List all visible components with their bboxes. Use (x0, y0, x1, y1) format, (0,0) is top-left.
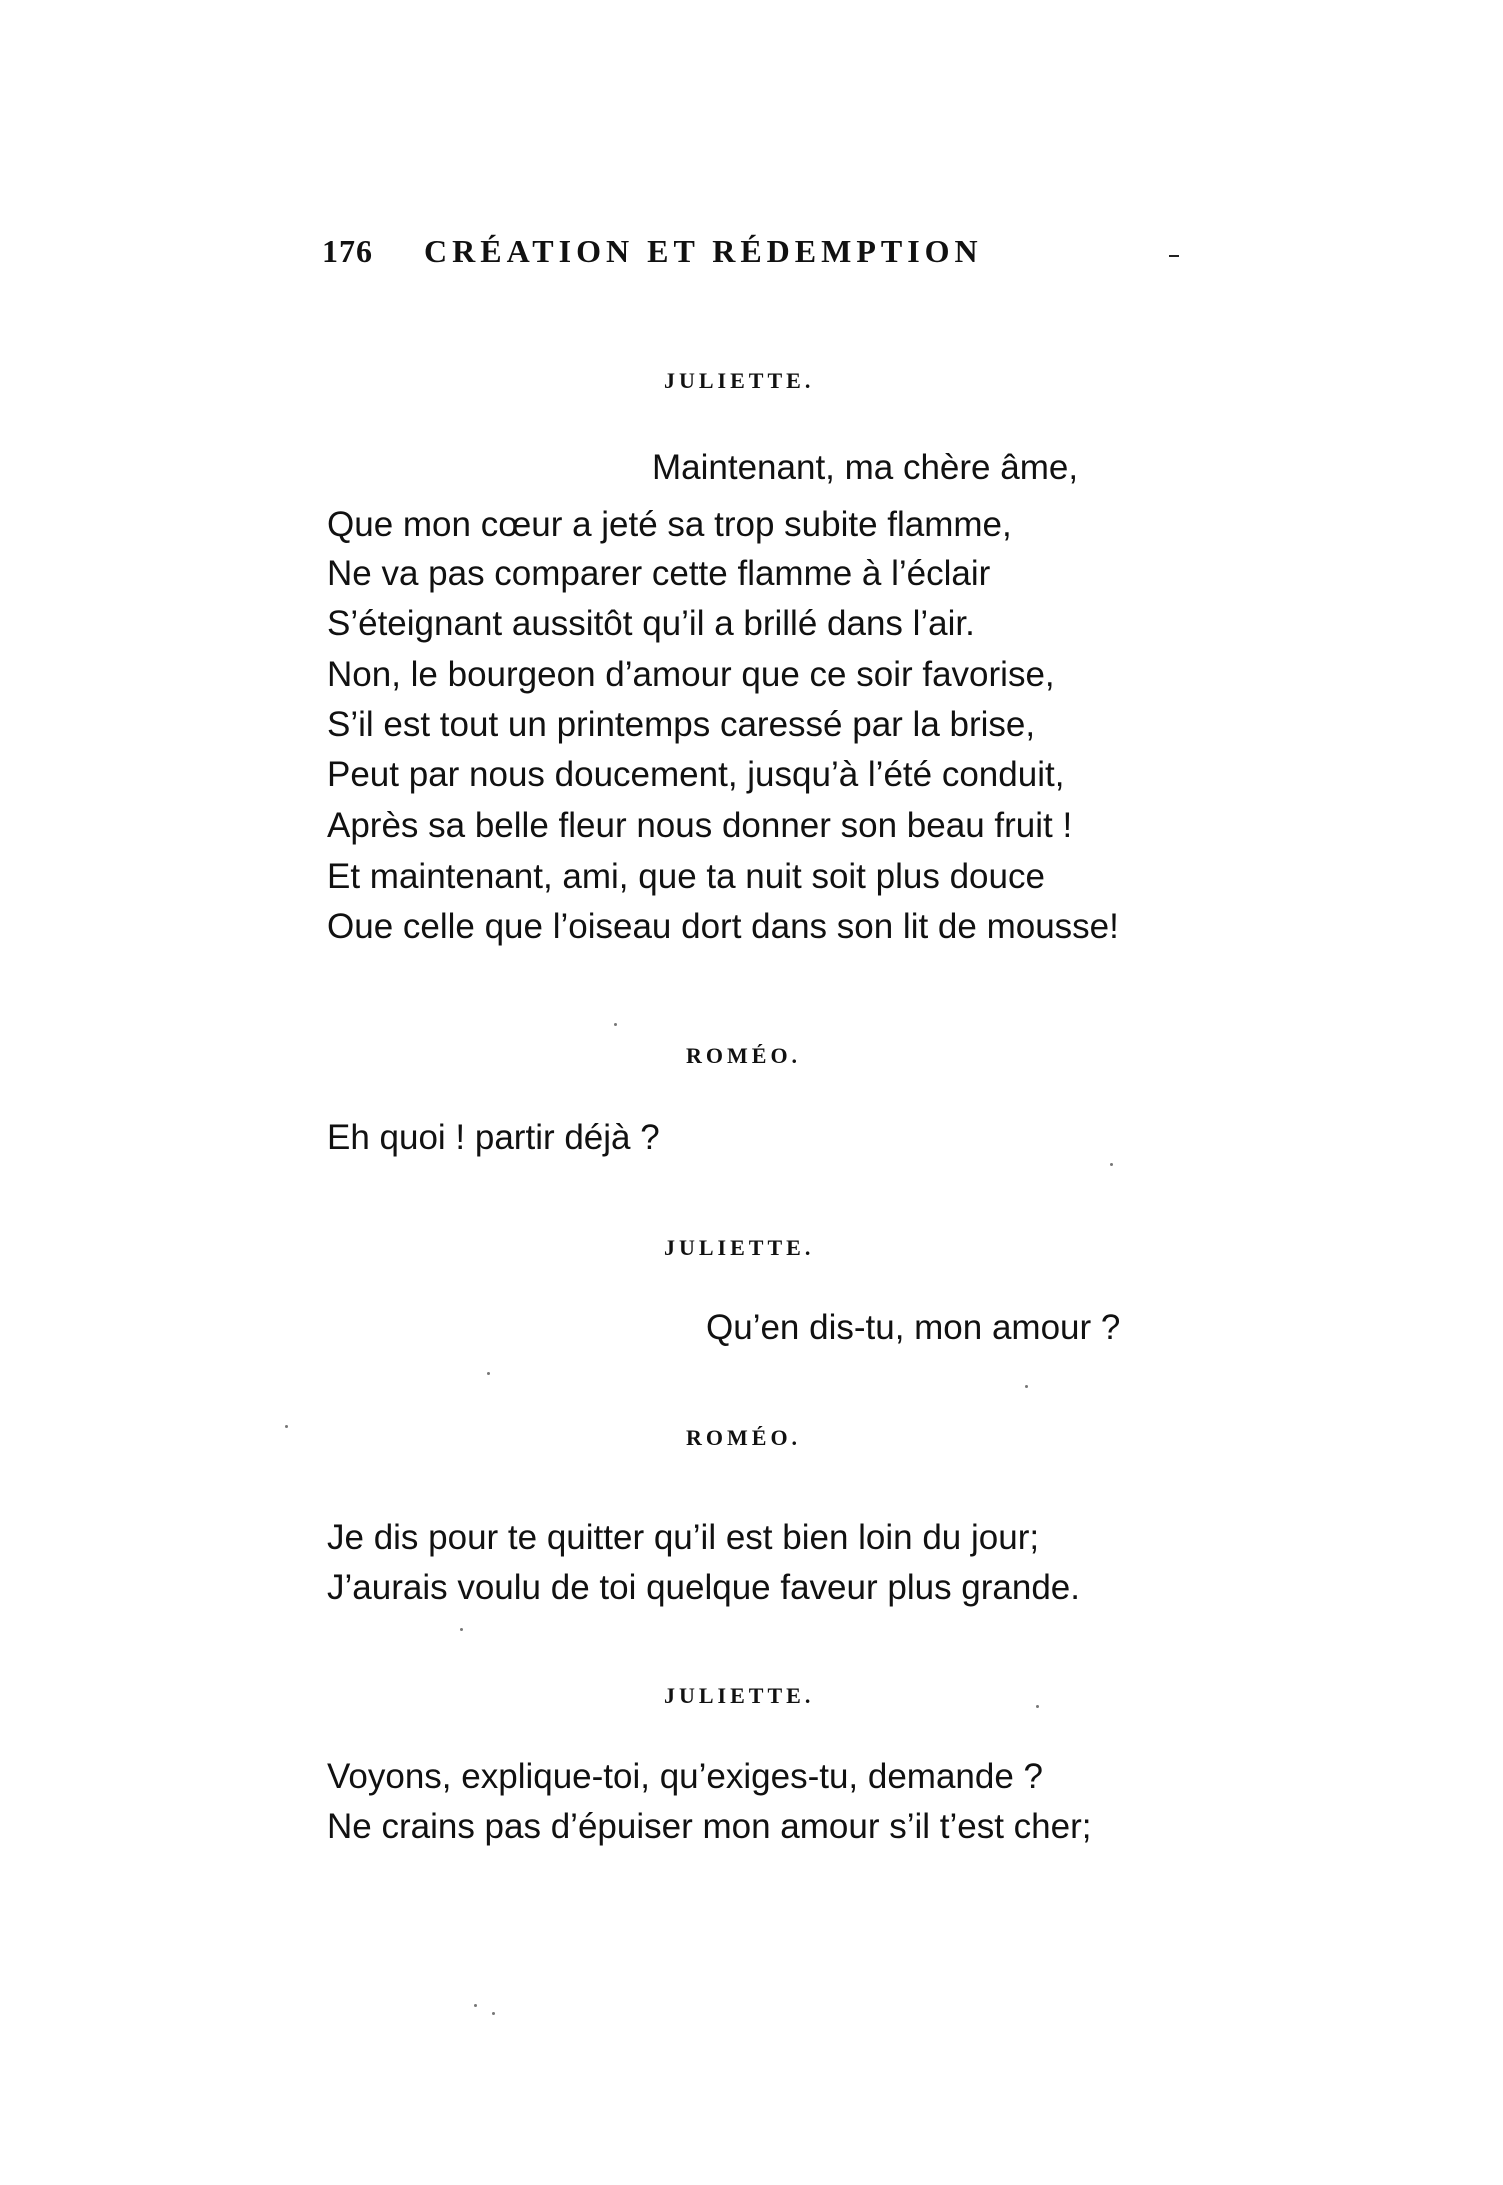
scan-speck (1025, 1385, 1028, 1388)
speaker-label: JULIETTE. (664, 1683, 815, 1708)
speaker-label: JULIETTE. (664, 1235, 815, 1260)
scan-speck (492, 2012, 495, 2015)
verse-line: Ne crains pas d’épuiser mon amour s’il t’est cher; (327, 1807, 1092, 1846)
verse-line: Que mon cœur a jeté sa trop subite flamme, (327, 505, 1012, 544)
scan-speck (460, 1628, 463, 1631)
verse-line: Voyons, explique-toi, qu’exiges-tu, demande ? (327, 1757, 1044, 1796)
verse-line: Ne va pas comparer cette flamme à l’éclair (327, 554, 991, 593)
verse-line: Non, le bourgeon d’amour que ce soir favorise, (327, 655, 1055, 694)
scan-speck (487, 1372, 490, 1375)
scan-speck (1110, 1163, 1113, 1166)
speaker-label: ROMÉO. (686, 1425, 802, 1450)
verse-line: S’éteignant aussitôt qu’il a brillé dans l’air. (327, 604, 975, 643)
running-title: CRÉATION ET RÉDEMPTION (424, 233, 983, 269)
header-dash (1169, 255, 1179, 257)
speaker-label: ROMÉO. (686, 1043, 802, 1068)
verse-line: Maintenant, ma chère âme, (652, 448, 1079, 487)
verse-line: Qu’en dis-tu, mon amour ? (706, 1308, 1121, 1347)
verse-line: Oue celle que l’oiseau dort dans son lit de mousse! (327, 907, 1119, 946)
verse-line: Peut par nous doucement, jusqu’à l’été conduit, (327, 755, 1065, 794)
page-number: 176 (322, 233, 373, 269)
speaker-label: JULIETTE. (664, 368, 815, 393)
running-header (322, 233, 983, 270)
verse-line: J’aurais voulu de toi quelque faveur plus grande. (327, 1568, 1080, 1607)
scan-speck (1036, 1705, 1039, 1708)
verse-line: Après sa belle fleur nous donner son beau fruit ! (327, 806, 1073, 845)
verse-line: S’il est tout un printemps caressé par la brise, (327, 705, 1036, 744)
verse-line: Je dis pour te quitter qu’il est bien loin du jour; (327, 1518, 1040, 1557)
verse-line: Eh quoi ! partir déjà ? (327, 1118, 660, 1157)
verse-line: Et maintenant, ami, que ta nuit soit plus douce (327, 857, 1045, 896)
scan-speck (474, 2004, 477, 2007)
scan-speck (285, 1425, 288, 1428)
scan-speck (614, 1023, 617, 1026)
